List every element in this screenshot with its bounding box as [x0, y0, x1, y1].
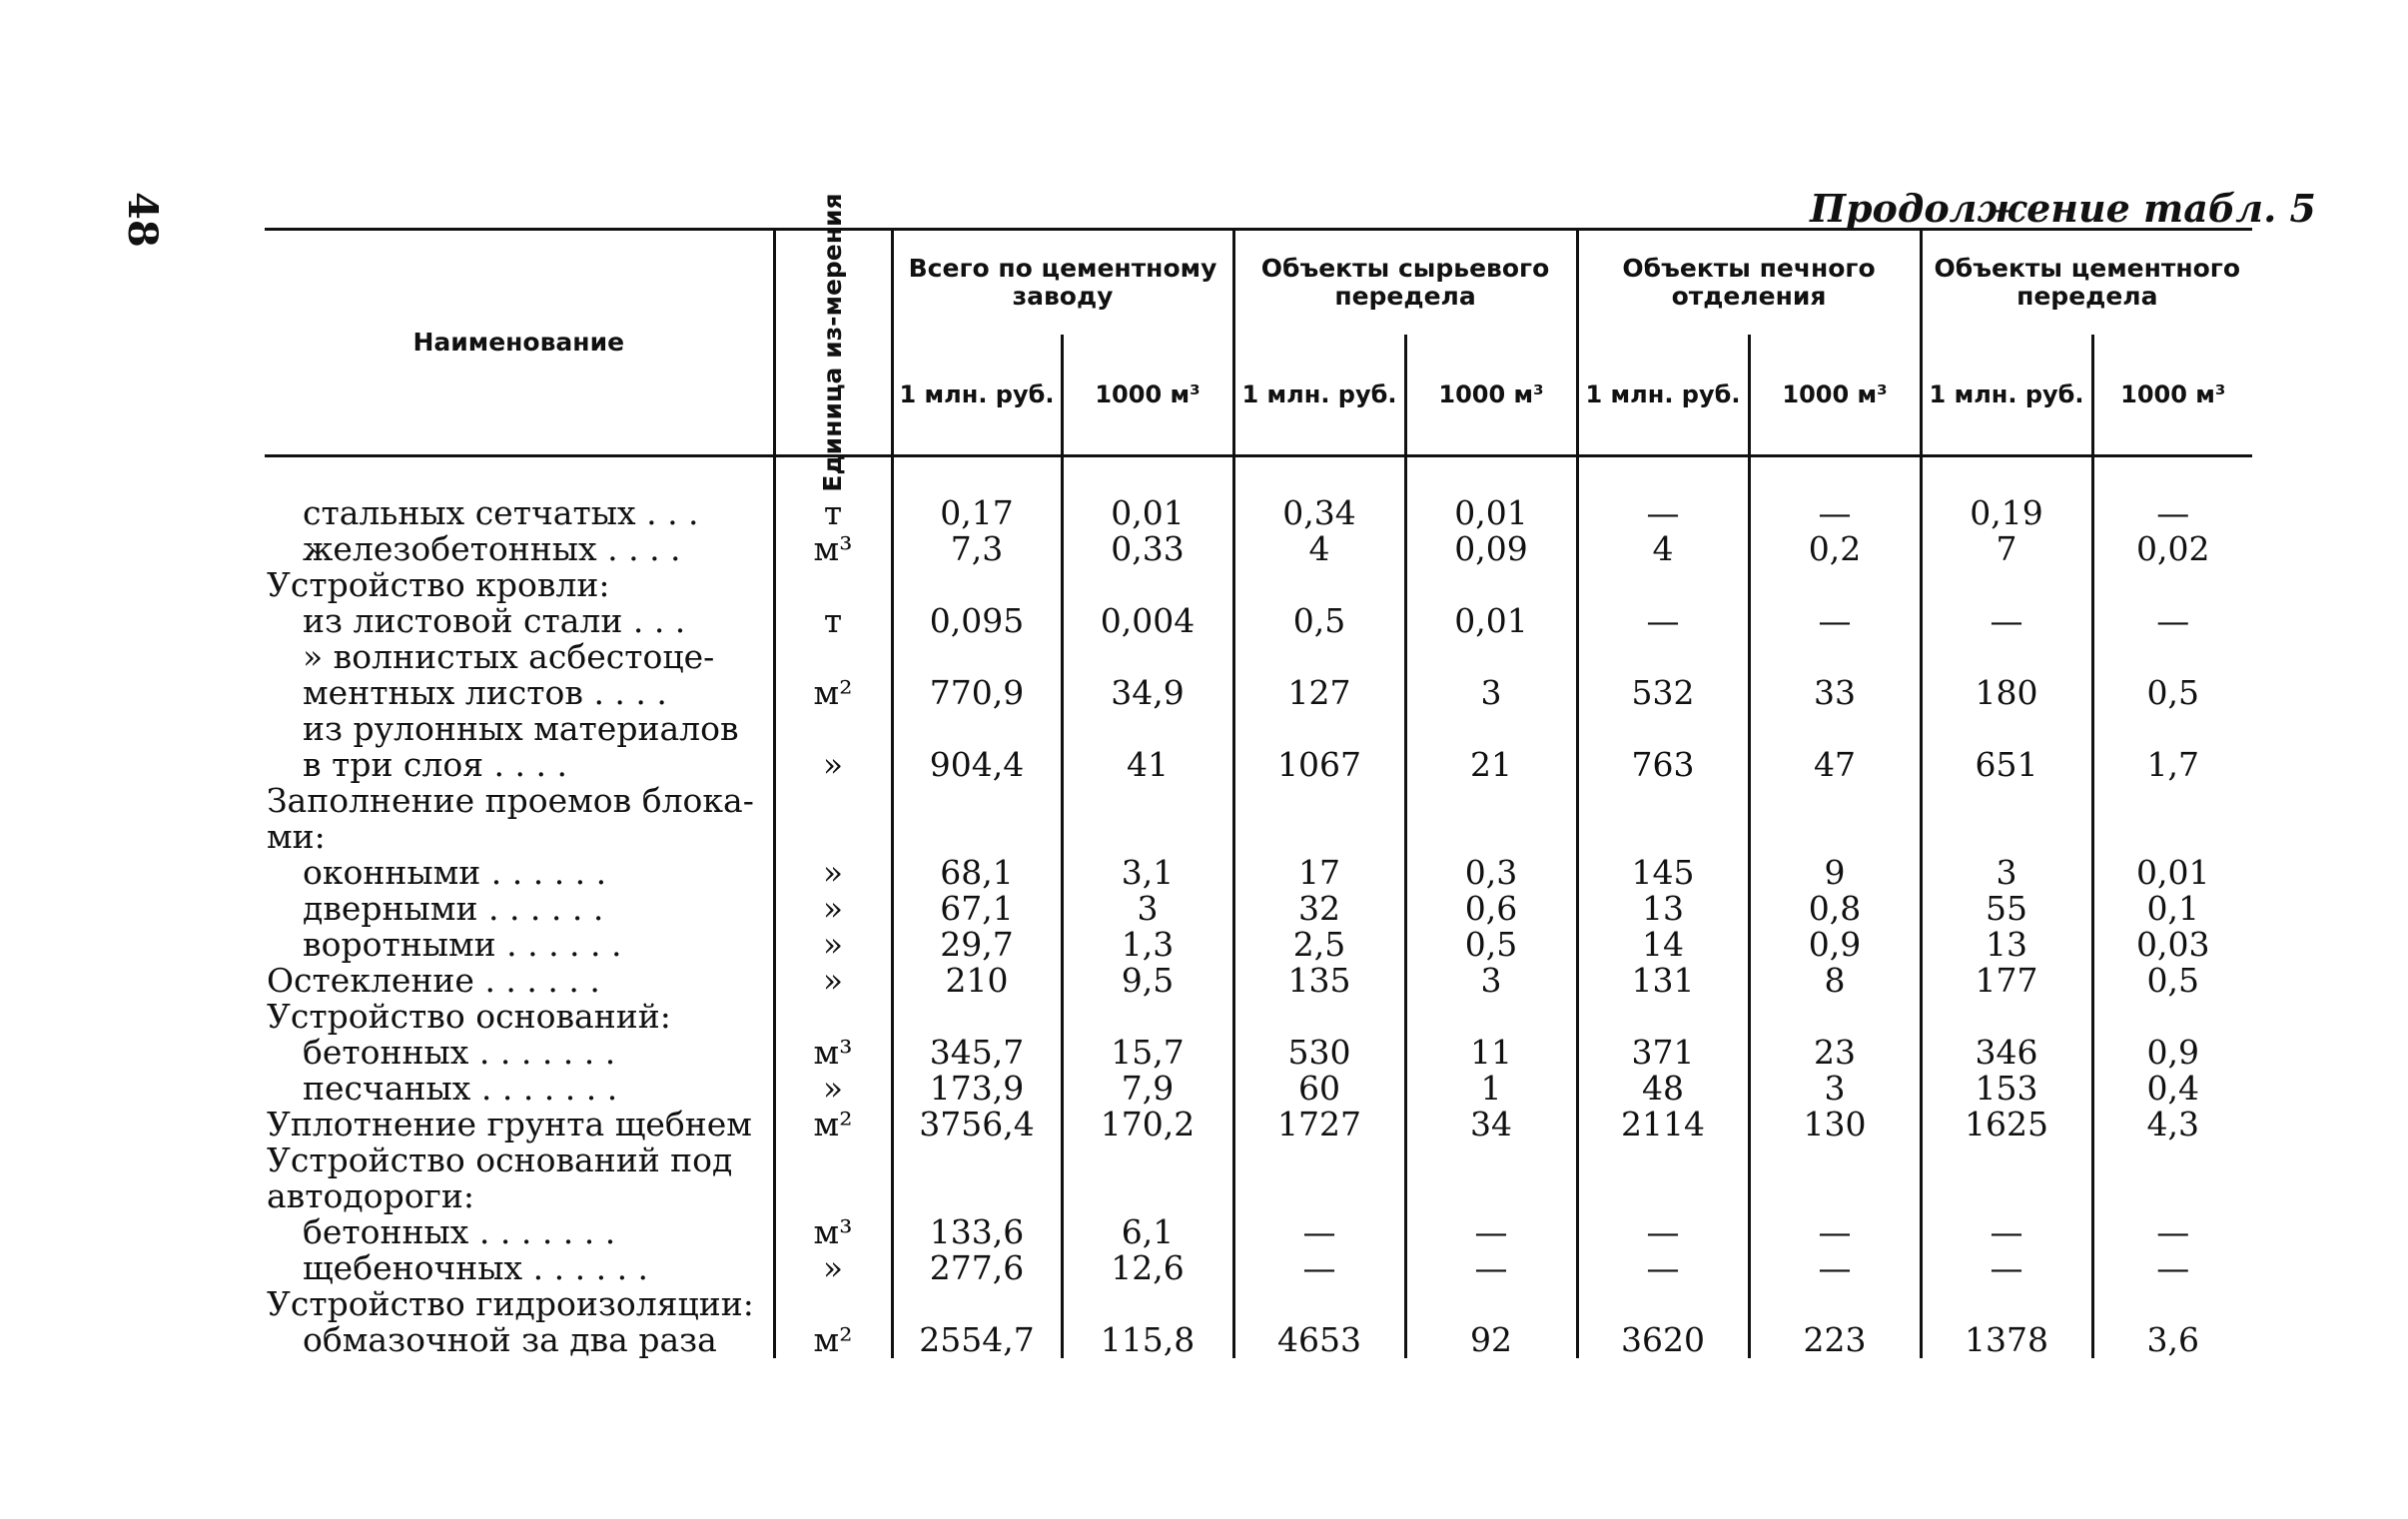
row-value: — [2092, 1250, 2252, 1286]
row-value: 130 [1749, 1107, 1921, 1142]
table-row [265, 855, 2252, 891]
row-value [1062, 1286, 1233, 1322]
row-value: 2,5 [1233, 927, 1405, 963]
table-row [265, 456, 2252, 532]
table-row [265, 927, 2252, 963]
row-value [1405, 783, 1577, 819]
subheader-m3: 1000 м³ [2092, 335, 2252, 456]
row-name: ми: [267, 817, 326, 856]
row-value [1577, 639, 1749, 675]
row-unit: » [774, 747, 892, 783]
row-value: — [1233, 1250, 1405, 1286]
row-value: 4,3 [2092, 1107, 2252, 1142]
row-value [1749, 1178, 1921, 1214]
row-value [892, 567, 1062, 603]
row-value: 532 [1577, 675, 1749, 711]
row-value: 34,9 [1062, 675, 1233, 711]
row-value [1921, 819, 2092, 855]
row-value [1577, 711, 1749, 747]
row-value: 3 [1405, 675, 1577, 711]
row-value [1749, 711, 1921, 747]
row-name: Устройство кровли: [267, 565, 610, 604]
row-value: 1 [1405, 1071, 1577, 1107]
row-value: 223 [1749, 1322, 1921, 1358]
table-row [265, 783, 2252, 819]
row-value: 904,4 [892, 747, 1062, 783]
row-value: 0,01 [2092, 855, 2252, 891]
row-value: 170,2 [1062, 1107, 1233, 1142]
row-name: железобетонных . . . . [303, 529, 681, 568]
row-value: 14 [1577, 927, 1749, 963]
row-name: Остекление . . . . . . [267, 961, 600, 1000]
row-value: 0,6 [1405, 891, 1577, 927]
row-name: » волнистых асбестоце- [303, 637, 715, 676]
row-value: 173,9 [892, 1071, 1062, 1107]
header-unit-label: Единица из-мерения [818, 193, 847, 492]
row-value: 92 [1405, 1322, 1577, 1358]
row-value [2092, 1142, 2252, 1178]
table-row [265, 999, 2252, 1035]
row-value: 135 [1233, 963, 1405, 999]
row-unit: м³ [774, 531, 892, 567]
row-unit: » [774, 963, 892, 999]
subheader-rub: 1 млн. руб. [1577, 335, 1749, 456]
row-value: 7 [1921, 531, 2092, 567]
row-value: 48 [1577, 1071, 1749, 1107]
row-name: автодороги: [267, 1176, 474, 1215]
row-value [2092, 567, 2252, 603]
row-value: 32 [1233, 891, 1405, 927]
row-name: Заполнение проемов блока- [267, 781, 754, 820]
row-unit: » [774, 1250, 892, 1286]
row-value [2092, 711, 2252, 747]
row-name: воротными . . . . . . [303, 925, 622, 964]
row-value: 133,6 [892, 1214, 1062, 1250]
row-value: 55 [1921, 891, 2092, 927]
row-value [1921, 783, 2092, 819]
row-unit [774, 1178, 892, 1214]
row-value: 1,3 [1062, 927, 1233, 963]
row-value: — [2092, 456, 2252, 532]
row-value [1577, 783, 1749, 819]
row-value: 4 [1577, 531, 1749, 567]
table-row [265, 675, 2252, 711]
table-body [265, 456, 2252, 1359]
row-value [1062, 639, 1233, 675]
row-value [1921, 1286, 2092, 1322]
row-value: — [2092, 1214, 2252, 1250]
row-value [1062, 567, 1233, 603]
row-value [1405, 639, 1577, 675]
row-value: 3,1 [1062, 855, 1233, 891]
row-value: 0,01 [1405, 603, 1577, 639]
row-value: 153 [1921, 1071, 2092, 1107]
row-value: 770,9 [892, 675, 1062, 711]
table-row [265, 1107, 2252, 1142]
row-value: 17 [1233, 855, 1405, 891]
row-value: 11 [1405, 1035, 1577, 1071]
row-value: 530 [1233, 1035, 1405, 1071]
table-continuation-title: Продолжение табл. 5 [1810, 186, 2316, 231]
row-value [1749, 999, 1921, 1035]
row-value: 0,095 [892, 603, 1062, 639]
row-value: — [1577, 1250, 1749, 1286]
row-value [1921, 999, 2092, 1035]
row-value: 0,17 [892, 456, 1062, 532]
row-value: 13 [1921, 927, 2092, 963]
row-unit [774, 567, 892, 603]
row-value: 7,9 [1062, 1071, 1233, 1107]
table-row [265, 819, 2252, 855]
row-value: 23 [1749, 1035, 1921, 1071]
row-name: Устройство гидроизоляции: [267, 1284, 754, 1323]
table-row [265, 1142, 2252, 1178]
row-value [1749, 567, 1921, 603]
row-value: 0,02 [2092, 531, 2252, 567]
row-value [1405, 1142, 1577, 1178]
row-name: из листовой стали . . . [303, 601, 686, 640]
table-row [265, 711, 2252, 747]
row-value: 15,7 [1062, 1035, 1233, 1071]
row-value: 3620 [1577, 1322, 1749, 1358]
table-row [265, 1071, 2252, 1107]
row-value [1577, 1142, 1749, 1178]
row-value [1921, 711, 2092, 747]
row-value [1233, 567, 1405, 603]
row-value [1062, 711, 1233, 747]
row-value: 34 [1405, 1107, 1577, 1142]
row-unit [774, 1142, 892, 1178]
table-row [265, 963, 2252, 999]
row-value: 1067 [1233, 747, 1405, 783]
row-value: 0,19 [1921, 456, 2092, 532]
row-value: 3756,4 [892, 1107, 1062, 1142]
row-value [1921, 1142, 2092, 1178]
row-value: 3 [1062, 891, 1233, 927]
row-value: 346 [1921, 1035, 2092, 1071]
row-value [2092, 819, 2252, 855]
row-unit: м³ [774, 1214, 892, 1250]
row-value [1577, 999, 1749, 1035]
row-value: 4653 [1233, 1322, 1405, 1358]
row-value: 60 [1233, 1071, 1405, 1107]
row-value: — [1577, 603, 1749, 639]
row-value: 145 [1577, 855, 1749, 891]
row-value [1405, 1178, 1577, 1214]
row-value: 0,01 [1062, 456, 1233, 532]
row-unit: м² [774, 1322, 892, 1358]
row-value: 0,5 [1405, 927, 1577, 963]
row-unit: » [774, 927, 892, 963]
page-number: 48 [119, 192, 166, 248]
row-value [892, 819, 1062, 855]
table-row [265, 1035, 2252, 1071]
row-name: бетонных . . . . . . . [303, 1033, 616, 1072]
row-value: — [1921, 1250, 2092, 1286]
row-value: 1625 [1921, 1107, 2092, 1142]
row-value: 29,7 [892, 927, 1062, 963]
row-unit: » [774, 891, 892, 927]
row-value [1233, 639, 1405, 675]
row-value [1921, 1178, 2092, 1214]
row-name: ментных листов . . . . [303, 673, 667, 712]
row-value: — [1749, 1214, 1921, 1250]
row-value: 4 [1233, 531, 1405, 567]
row-value: 1378 [1921, 1322, 2092, 1358]
row-value: 12,6 [1062, 1250, 1233, 1286]
row-value [1062, 1142, 1233, 1178]
row-name: Уплотнение грунта щебнем [267, 1105, 752, 1143]
row-value: 3 [1749, 1071, 1921, 1107]
row-value: 0,03 [2092, 927, 2252, 963]
row-value [1233, 1178, 1405, 1214]
row-value [892, 783, 1062, 819]
table-row [265, 747, 2252, 783]
subheader-m3: 1000 м³ [1405, 335, 1577, 456]
row-value: 68,1 [892, 855, 1062, 891]
row-value: 2554,7 [892, 1322, 1062, 1358]
row-value [892, 1178, 1062, 1214]
row-value: 6,1 [1062, 1214, 1233, 1250]
row-value [1577, 819, 1749, 855]
table-row [265, 531, 2252, 567]
row-value: 651 [1921, 747, 2092, 783]
table-row [265, 567, 2252, 603]
row-value [1233, 783, 1405, 819]
row-unit [774, 639, 892, 675]
row-value [1233, 1286, 1405, 1322]
row-value: 0,33 [1062, 531, 1233, 567]
row-unit [774, 711, 892, 747]
row-value: 8 [1749, 963, 1921, 999]
row-value [892, 1142, 1062, 1178]
row-name: из рулонных материалов [303, 709, 739, 748]
row-unit [774, 1286, 892, 1322]
row-name: оконными . . . . . . [303, 853, 607, 892]
row-unit: » [774, 855, 892, 891]
row-value: 210 [892, 963, 1062, 999]
row-unit [774, 783, 892, 819]
row-value [892, 999, 1062, 1035]
row-value: 13 [1577, 891, 1749, 927]
row-value: 1,7 [2092, 747, 2252, 783]
row-value [1062, 1178, 1233, 1214]
row-value: 0,09 [1405, 531, 1577, 567]
row-value: 0,1 [2092, 891, 2252, 927]
row-value: 763 [1577, 747, 1749, 783]
row-unit: м² [774, 675, 892, 711]
header-group-kiln: Объекты печного отделения [1577, 230, 1921, 336]
row-value: 21 [1405, 747, 1577, 783]
row-value: 0,34 [1233, 456, 1405, 532]
row-value [1405, 819, 1577, 855]
row-value: 3,6 [2092, 1322, 2252, 1358]
header-name: Наименование [265, 230, 774, 456]
row-value [892, 639, 1062, 675]
row-value [1233, 711, 1405, 747]
row-value: 41 [1062, 747, 1233, 783]
row-value [2092, 999, 2252, 1035]
table-row [265, 1286, 2252, 1322]
row-value [2092, 1286, 2252, 1322]
row-value: — [1405, 1250, 1577, 1286]
row-value: 3 [1405, 963, 1577, 999]
row-value [1233, 1142, 1405, 1178]
row-value: — [1749, 456, 1921, 532]
row-value: 0,3 [1405, 855, 1577, 891]
row-value [1405, 567, 1577, 603]
row-name: в три слоя . . . . [303, 745, 567, 784]
row-name: дверными . . . . . . [303, 889, 604, 928]
row-value [1749, 1142, 1921, 1178]
row-value: 0,004 [1062, 603, 1233, 639]
row-name: щебеночных . . . . . . [303, 1248, 649, 1287]
table-row [265, 1214, 2252, 1250]
row-value [2092, 1178, 2252, 1214]
header-group-raw: Объекты сырьевого передела [1233, 230, 1577, 336]
row-value: 0,9 [1749, 927, 1921, 963]
row-value: 371 [1577, 1035, 1749, 1071]
row-value [1749, 1286, 1921, 1322]
row-value: 2114 [1577, 1107, 1749, 1142]
row-value [2092, 783, 2252, 819]
row-value [892, 1286, 1062, 1322]
row-value: 9,5 [1062, 963, 1233, 999]
row-name: Устройство оснований под [267, 1140, 733, 1179]
row-value: 345,7 [892, 1035, 1062, 1071]
header-unit [774, 193, 892, 492]
row-value: 47 [1749, 747, 1921, 783]
row-value: 131 [1577, 963, 1749, 999]
header-group-total: Всего по цементному заводу [892, 230, 1233, 336]
table-row [265, 1250, 2252, 1286]
row-value [1062, 999, 1233, 1035]
row-value: 0,2 [1749, 531, 1921, 567]
row-name: Устройство оснований: [267, 997, 671, 1036]
row-value: 127 [1233, 675, 1405, 711]
row-value [1749, 783, 1921, 819]
row-value: 0,9 [2092, 1035, 2252, 1071]
subheader-rub: 1 млн. руб. [892, 335, 1062, 456]
row-name: песчаных . . . . . . . [303, 1069, 618, 1108]
row-value [2092, 639, 2252, 675]
row-unit: т [774, 603, 892, 639]
row-value: 0,5 [2092, 963, 2252, 999]
row-value [1062, 783, 1233, 819]
row-value: 7,3 [892, 531, 1062, 567]
row-value: 0,5 [2092, 675, 2252, 711]
row-value [1577, 1286, 1749, 1322]
row-value: 67,1 [892, 891, 1062, 927]
row-value: 0,01 [1405, 456, 1577, 532]
subheader-rub: 1 млн. руб. [1233, 335, 1405, 456]
row-unit [774, 819, 892, 855]
row-name: стальных сетчатых . . . [303, 493, 699, 532]
row-value [1405, 1286, 1577, 1322]
row-value: 177 [1921, 963, 2092, 999]
row-value: 0,4 [2092, 1071, 2252, 1107]
row-value: — [1749, 603, 1921, 639]
subheader-rub: 1 млн. руб. [1921, 335, 2092, 456]
row-value: 277,6 [892, 1250, 1062, 1286]
row-value: 3 [1921, 855, 2092, 891]
row-value: 115,8 [1062, 1322, 1233, 1358]
header-group-cement: Объекты цементного передела [1921, 230, 2252, 336]
row-value [1233, 999, 1405, 1035]
row-value [1405, 711, 1577, 747]
row-value: 0,8 [1749, 891, 1921, 927]
row-value: — [1749, 1250, 1921, 1286]
row-value: — [1577, 1214, 1749, 1250]
row-unit: м³ [774, 1035, 892, 1071]
row-value: 0,5 [1233, 603, 1405, 639]
row-value [1921, 567, 2092, 603]
row-value [1233, 819, 1405, 855]
row-unit [774, 999, 892, 1035]
row-value: 9 [1749, 855, 1921, 891]
table-row [265, 603, 2252, 639]
row-value [1577, 567, 1749, 603]
row-value [892, 711, 1062, 747]
row-value: 1727 [1233, 1107, 1405, 1142]
row-value: — [1405, 1214, 1577, 1250]
row-value: — [1577, 456, 1749, 532]
row-unit: т [774, 456, 892, 532]
row-value [1405, 999, 1577, 1035]
row-value: — [2092, 603, 2252, 639]
row-unit: м² [774, 1107, 892, 1142]
subheader-m3: 1000 м³ [1062, 335, 1233, 456]
row-value [1577, 1178, 1749, 1214]
row-value [1062, 819, 1233, 855]
row-value [1749, 819, 1921, 855]
row-name: бетонных . . . . . . . [303, 1212, 616, 1251]
row-value: — [1921, 1214, 2092, 1250]
row-value: 33 [1749, 675, 1921, 711]
subheader-m3: 1000 м³ [1749, 335, 1921, 456]
row-value: 180 [1921, 675, 2092, 711]
row-value: — [1921, 603, 2092, 639]
table-row [265, 1178, 2252, 1214]
table-row [265, 639, 2252, 675]
row-value: — [1233, 1214, 1405, 1250]
table-row [265, 891, 2252, 927]
table-row [265, 1322, 2252, 1358]
row-value [1749, 639, 1921, 675]
row-unit: » [774, 1071, 892, 1107]
row-value [1921, 639, 2092, 675]
row-name: обмазочной за два раза [303, 1320, 717, 1359]
